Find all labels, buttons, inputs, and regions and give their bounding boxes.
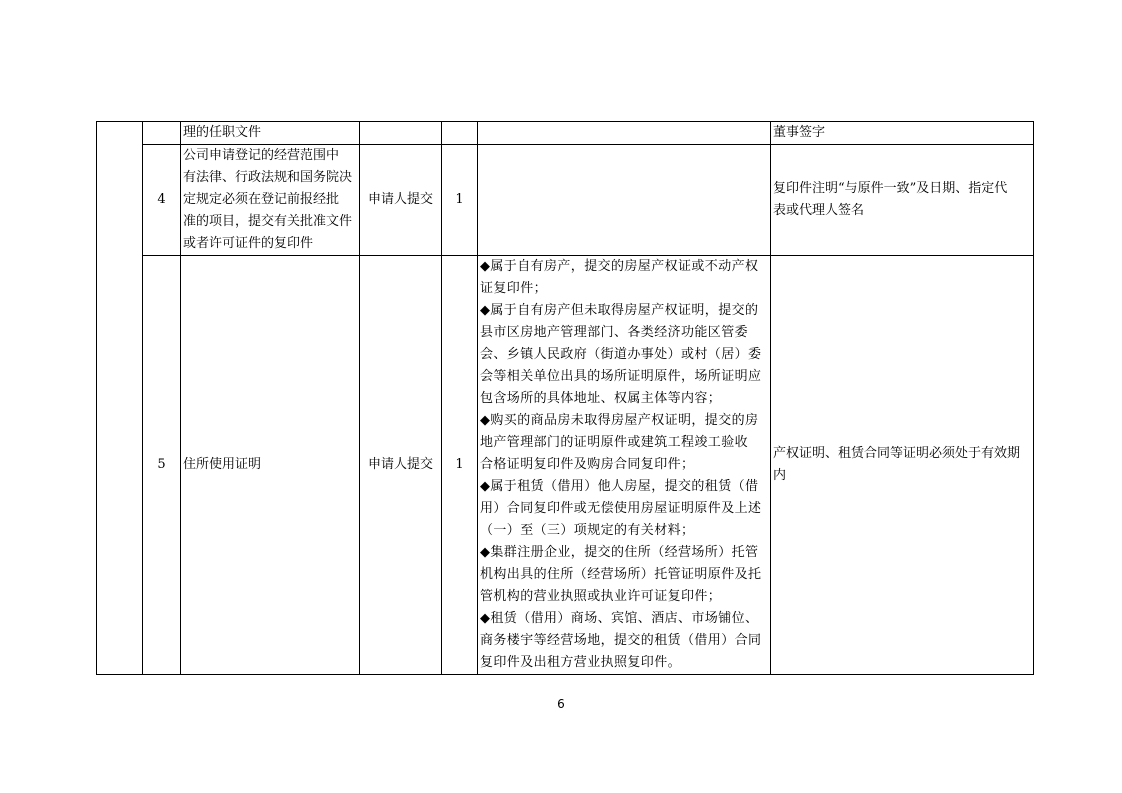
table-row: [97, 256, 1034, 675]
copies-count: 1: [442, 145, 478, 256]
copies-count: [442, 122, 478, 145]
material-standard: [478, 145, 771, 256]
material-name: 公司申请登记的经营范围中 有法律、行政法规和国务院决 定规定必须在登记前报经批 准的项目，提交有关批准文件 或者许可证件的复印件: [181, 145, 360, 256]
category-cell: [97, 122, 143, 675]
row-number: 5: [143, 256, 181, 675]
notes: 产权证明、租赁合同等证明必须处于有效期 内: [771, 256, 1034, 675]
table-row: [97, 145, 1034, 256]
material-name: 理的任职文件: [181, 122, 360, 145]
material-standard: [478, 122, 771, 145]
row-number: [143, 122, 181, 145]
table-row: [97, 122, 1034, 145]
material-name: 住所使用证明: [181, 256, 360, 675]
material-source: [360, 122, 442, 145]
notes: 董事签字: [771, 122, 1034, 145]
copies-count: 1: [442, 256, 478, 675]
material-source: 申请人提交: [360, 145, 442, 256]
requirements-table: [96, 121, 1034, 675]
material-standard: ◆属于自有房产，提交的房屋产权证或不动产权 证复印件； ◆属于自有房产但未取得房屋产权证明，提交的 县市区房地产管理部门、各类经济功能区管委 会、乡镇人民政府（街道办事处）或村（居）委 会等相关单位出具的场所证明原件，场所证明应 包含场所的具体地址、权属主体等内容； ◆购买的商品房未取得房屋产权证明，提交的房 地产管理部门的证明原件或建筑工程竣工验收 合格证明复印件及购房合同复印件； ◆属于租赁（借用）他人房屋，提交的租赁（借 用）合同复印件或无偿使用房屋证明原件及上述 （一）至（三）项规定的有关材料； ◆集群注册企业，提交的住所（经营场所）托管 机构出具的住所（经营场所）托管证明原件及托 管机构的营业执照或执业许可证复印件； ◆租赁（借用）商场、宾馆、酒店、市场铺位、 商务楼宇等经营场地，提交的租赁（借用）合同 复印件及出租方营业执照复印件。: [478, 256, 771, 675]
notes: 复印件注明“与原件一致”及日期、指定代 表或代理人签名: [771, 145, 1034, 256]
row-number: 4: [143, 145, 181, 256]
material-source: 申请人提交: [360, 256, 442, 675]
page-number: 6: [557, 697, 565, 711]
